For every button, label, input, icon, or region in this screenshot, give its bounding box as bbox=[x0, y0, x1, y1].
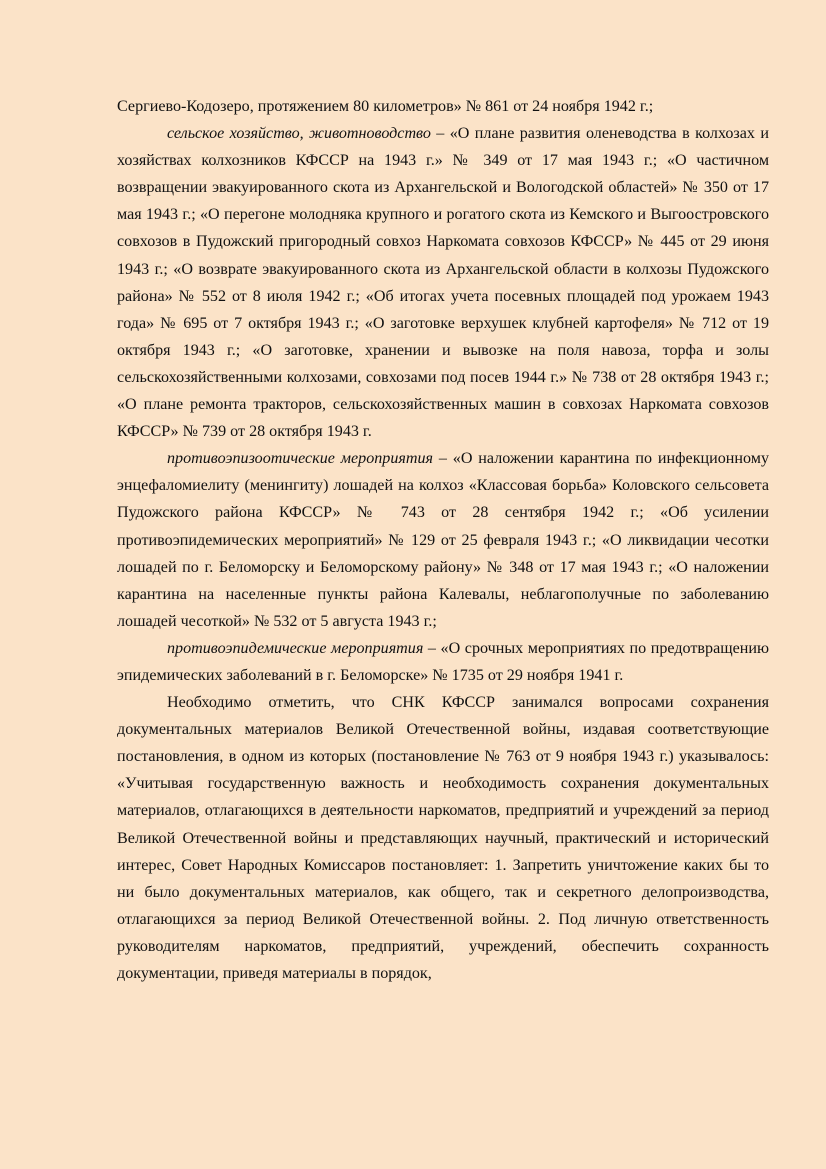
paragraph-text: – «О наложении карантина по инфекционному энцефаломиелиту (менингиту) лошадей на колхоз «Классовая борьба» Коловского сельсовета Пудожского района КФССР» № 743 от 28 сентября 1942 г.; «Об усилении противоэпидемических мероприятий» № 129 от 25 февраля 1943 г.; «О ликвидации чесотки лошадей по г. Беломорску и Беломорскому району» № 348 от 17 мая 1943 г.; «О наложении карантина на населенные пункты района Калевалы, неблагополучные по заболеванию лошадей чесоткой» № 532 от 5 августа 1943 г.; bbox=[117, 450, 769, 630]
paragraph-continuation bbox=[117, 93, 769, 120]
paragraph-text: Необходимо отметить, что СНК КФССР занимался вопросами сохранения документальных материалов Великой Отечественной войны, издавая соответствующие постановления, в одном из которых (постановление № 763 от 9 ноября 1943 г.) указывалось: «Учитывая государственную важность и необходимость сохранения документальных материалов, отлагающихся в деятельности наркоматов, предприятий и учреждений за период Великой Отечественной войны и представляющих научный, практический и исторический интерес, Совет Народных Комиссаров постановляет: 1. Запретить уничтожение каких бы то ни было документальных материалов, как общего, так и секретного делопроизводства, отлагающихся за период Великой Отечественной войны. 2. Под личную ответственность руководителям наркоматов, предприятий, учреждений, обеспечить сохранность документации, приведя материалы в порядок, bbox=[117, 694, 769, 982]
paragraph-text: Сергиево-Кодозеро, протяжением 80 километров» № 861 от 24 ноября 1942 г.; bbox=[117, 98, 654, 115]
paragraph-text: – «О плане развития оленеводства в колхозах и хозяйствах колхозников КФССР на 1943 г.» № 349 от 17 мая 1943 г.; «О частичном возвращении эвакуированного скота из Архангельской и Вологодской областей» № 350 от 17 мая 1943 г.; «О перегоне молодняка крупного и рогатого скота из Кемского и Выгоостровского совхозов в Пудожский пригородный совхоз Наркомата совхозов КФССР» № 445 от 29 июня 1943 г.; «О возврате эвакуированного скота из Архангельской области в колхозы Пудожского района» № 552 от 8 июля 1942 г.; «Об итогах учета посевных площадей под урожаем 1943 года» № 695 от 7 октября 1943 г.; «О заготовке верхушек клубней картофеля» № 712 от 19 октября 1943 г.; «О заготовке, хранении и вывозке на поля навоза, торфа и золы сельскохозяйственными колхозами, совхозами под посев 1944 г.» № 738 от 28 октября 1943 г.; «О плане ремонта тракторов, сельскохозяйственных машин в совхозах Наркомата совхозов КФССР» № 739 от 28 октября 1943 г. bbox=[117, 125, 769, 441]
paragraph-lead: противоэпидемические мероприятия bbox=[167, 639, 424, 657]
paragraph-text: – «О срочных мероприятиях по предотвращению эпидемических заболеваний в г. Беломорске» № 1735 от 29 ноября 1941 г. bbox=[117, 639, 769, 684]
paragraph-archives bbox=[117, 689, 769, 987]
paragraph-lead: сельское хозяйство, животноводство bbox=[167, 125, 431, 143]
paragraph-agriculture bbox=[117, 120, 769, 445]
paragraph-epizootic bbox=[117, 445, 769, 635]
document-body bbox=[117, 93, 769, 987]
paragraph-epidemic bbox=[117, 635, 769, 689]
paragraph-lead: противоэпизоотические мероприятия bbox=[167, 450, 434, 468]
